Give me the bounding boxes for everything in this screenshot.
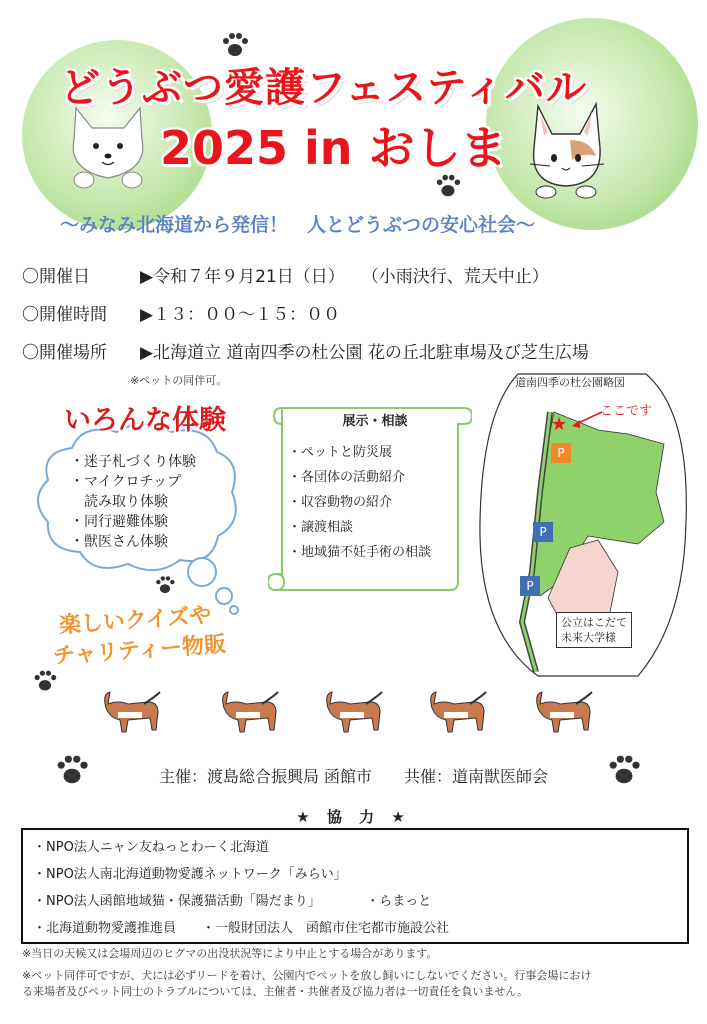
festival-title-year: 2025 in おしま (160, 121, 507, 175)
list-item: ・収容動物の紹介 (288, 495, 393, 510)
list-item: ・譲渡相談 (288, 520, 354, 535)
university-label-line: 公立はこだて (561, 616, 627, 629)
cooperation-box (21, 828, 689, 944)
cooperation-item: ・北海道動物愛護推進員 ・一般財団法人 函館市住宅都市施設公社 (33, 921, 450, 936)
organizer-line: 主催：渡島総合振興局 函館市 共催：道南獣医師会 (158, 767, 549, 786)
event-venue-label: 〇開催場所 (22, 343, 107, 363)
walking-cat-icon (98, 690, 164, 740)
star-marker-icon: ★ (551, 414, 568, 435)
event-date-value: ▶令和７年９月21日（日） （小雨決行、荒天中止） (140, 267, 549, 287)
note-line: る来場者及びペット同士のトラブルについては、主催者・共催者及び協力者は一切責任を負いません。 (22, 985, 528, 998)
walking-cat-icon (320, 690, 386, 740)
event-date-row (22, 262, 549, 287)
note-line: ※ペット同伴可ですが、犬には必ずリードを着け、公園内でペットを放し飼いにしないでください。行事会場におけ (22, 969, 592, 982)
cooperation-item: ・NPO法人ニャン友ねっとわーく北海道 (33, 840, 269, 855)
event-date-label: 〇開催日 (22, 267, 90, 287)
parking-blue: P (533, 522, 553, 542)
event-venue-row (22, 338, 589, 363)
event-time-row (22, 300, 340, 325)
exhibit-list (288, 440, 431, 565)
festival-title: どうぶつ愛護フェスティバル (60, 65, 587, 111)
note-line: ※当日の天候又は会場周辺のヒグマの出没状況等により中止とする場合があります。 (22, 947, 438, 960)
list-item: ・マイクロチップ (70, 474, 182, 490)
parking-orange: P (551, 443, 571, 463)
cooperation-item: ・NPO法人函館地域猫・保護猫活動「陽だまり」 ・らまっと (33, 894, 432, 909)
map-title: 道南四季の杜公園略図 (515, 376, 625, 389)
experience-list (70, 452, 196, 552)
event-time-label: 〇開催時間 (22, 305, 107, 325)
event-time-value: ▶１３：００～１５：００ (140, 305, 341, 325)
list-item: ・ペットと防災展 (288, 445, 393, 460)
quiz-charity-text (52, 600, 227, 671)
white-dog-illustration (62, 100, 154, 192)
parking-blue: P (520, 576, 540, 596)
here-marker-label: ここです (600, 404, 653, 419)
cooperation-item: ・NPO法人南北海道動物愛護ネットワーク「みらい」 (33, 867, 347, 882)
list-item: 読み取り体験 (70, 494, 168, 510)
experience-title: いろんな体験 (64, 405, 226, 436)
event-venue-value: ▶北海道立 道南四季の杜公園 花の丘北駐車場及び芝生広場 (140, 343, 589, 363)
list-item: ・地域猫不妊手術の相談 (288, 545, 432, 560)
fun-line: チャリティー物販 (52, 632, 227, 670)
walking-cat-icon (530, 690, 596, 740)
list-item: ・同行避難体験 (70, 514, 168, 530)
university-label-line: 未来大学様 (561, 631, 616, 644)
list-item: ・各団体の活動紹介 (288, 470, 406, 485)
pet-note: ※ペットの同伴可。 (130, 374, 228, 387)
walking-cat-icon (424, 690, 490, 740)
fun-line: 楽しいクイズや (58, 603, 213, 639)
festival-subtitle: ～みなみ北海道から発信！ 人とどうぶつの安心社会～ (60, 214, 536, 236)
cooperation-heading: ★ 協 力 ★ (296, 808, 411, 826)
list-item: ・迷子札づくり体験 (70, 454, 196, 470)
here-arrow-icon (570, 410, 604, 430)
university-label (556, 612, 632, 648)
exhibit-title: 展示・相談 (342, 414, 408, 429)
notes-section (22, 946, 694, 1000)
list-item: ・獣医さん体験 (70, 534, 168, 550)
walking-cat-icon (216, 690, 282, 740)
